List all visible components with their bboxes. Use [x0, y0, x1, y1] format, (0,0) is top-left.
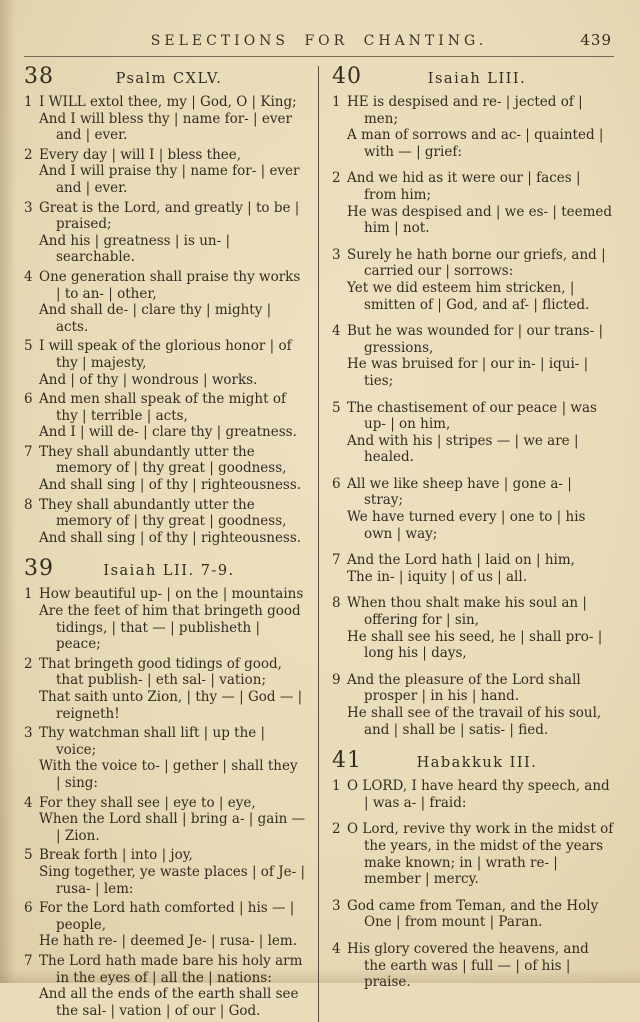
- verse: [24, 391, 306, 441]
- verse-line: Every day | will I | bless thee,: [39, 146, 242, 163]
- verse-line: And all the ends of the earth shall see the sal- | vation | of our | God.: [39, 986, 299, 1019]
- verse: [332, 247, 614, 313]
- verse: [332, 941, 614, 991]
- verse-number: 4: [332, 323, 341, 340]
- section-title: Habakkuk III.: [416, 755, 538, 772]
- verse-line: A man of sorrows and ac- | quainted | with — | grief:: [347, 127, 604, 160]
- verse-line: When thou shalt make his soul an | offering for | sin,: [347, 595, 587, 629]
- right-column: [319, 66, 614, 1022]
- verse-number: 5: [24, 847, 33, 864]
- verse-line: And I | will de- | clare thy | greatness.: [39, 424, 297, 441]
- verse-line: He hath re- | deemed Je- | rusa- | lem.: [39, 933, 297, 950]
- verse: [332, 595, 614, 661]
- section-title: Psalm CXLV.: [115, 71, 223, 87]
- verse-line: And with his | stripes — | we are | healed.: [347, 432, 579, 466]
- hymn-section: [24, 66, 306, 546]
- running-header: [24, 30, 614, 52]
- verse: [24, 200, 306, 266]
- verse-line: HE is despised and re- | jected of | men;: [347, 94, 583, 127]
- verse-line: That bringeth good tidings of good, that publish- | eth sal- | vation;: [39, 655, 282, 689]
- verse-number: 7: [332, 552, 341, 569]
- page-number: 439: [580, 31, 612, 49]
- verse-number: 4: [332, 940, 341, 957]
- verse: [24, 497, 306, 547]
- section-title: Isaiah LII. 7-9.: [103, 563, 235, 580]
- verse-line: The chastisement of our peace | was up- | on him,: [347, 399, 597, 433]
- verse-line: They shall abundantly utter the memory of | thy great | goodness,: [39, 496, 287, 530]
- hymn-section: [24, 558, 306, 1019]
- verse-line: And men shall speak of the might of thy | terrible | acts,: [39, 391, 286, 424]
- section-number: 39: [24, 556, 54, 582]
- verse: [332, 94, 614, 160]
- verse-line: And shall sing | of thy | righteousness.: [39, 477, 302, 494]
- verse-number: 9: [332, 671, 341, 688]
- verse-number: 6: [24, 391, 33, 408]
- verse-number: 1: [24, 586, 33, 603]
- section-heading: [332, 750, 614, 772]
- verse-line: And his | greatness | is un- | searchable.: [39, 232, 231, 266]
- verse-line: O Lord, revive thy work in the midst of the years, in the midst of the years make known; in | wrath re- | member | mercy.: [347, 821, 614, 888]
- verse: [332, 672, 614, 738]
- verse: [24, 338, 306, 388]
- verse-line: Break forth | into | joy,: [39, 847, 193, 864]
- verse: [24, 656, 306, 722]
- section-heading: [24, 558, 306, 580]
- verse-number: 1: [24, 94, 33, 110]
- section-number: 38: [24, 64, 54, 89]
- verse-number: 7: [24, 952, 33, 969]
- verse-line: And we hid as it were our | faces | from him;: [347, 170, 581, 203]
- verse-line: His glory covered the heavens, and the earth was | full — | of his | praise.: [347, 940, 589, 991]
- verse-line: God came from Teman, and the Holy One | from mount | Paran.: [347, 897, 599, 931]
- verse-line: All we like sheep have | gone a- | stray;: [347, 475, 572, 509]
- verse-number: 5: [332, 399, 341, 416]
- verse-number: 3: [332, 246, 341, 263]
- verse-line: One generation shall praise thy works | to an- | other,: [39, 268, 301, 302]
- verse-line: O LORD, I have heard thy speech, and | was a- | fraid:: [347, 778, 610, 811]
- verse: [24, 953, 306, 1019]
- verse-number: 3: [24, 725, 33, 742]
- verse-number: 7: [24, 443, 33, 460]
- verse-line: And | of thy | wondrous | works.: [39, 371, 258, 388]
- page-header-title: SELECTIONS FOR CHANTING.: [150, 33, 488, 49]
- verse: [332, 552, 614, 585]
- verse-line: I WILL extol thee, my | God, O | King;: [39, 94, 297, 110]
- verse-line: He shall see his seed, he | shall pro- | long his | days,: [347, 628, 603, 662]
- section-title: Isaiah LIII.: [427, 71, 527, 87]
- verse-line: And the Lord hath | laid on | him,: [347, 552, 575, 569]
- verse-number: 6: [24, 900, 33, 917]
- verse: [24, 847, 306, 897]
- verse-line: He shall see of the travail of his soul, and | shall be | satis- | fied.: [347, 705, 602, 738]
- verse-line: When the Lord shall | bring a- | gain — | Zion.: [39, 811, 306, 844]
- verse: [332, 170, 614, 236]
- verse-line: The Lord hath made bare his holy arm in the eyes of | all the | nations:: [39, 952, 303, 986]
- hymn-section: [332, 66, 614, 738]
- verse-number: 4: [24, 268, 33, 285]
- verse-number: 3: [332, 897, 341, 914]
- verse-number: 2: [24, 146, 33, 163]
- verse-number: 8: [332, 595, 341, 612]
- verse-number: 2: [332, 170, 341, 187]
- verse: [24, 586, 306, 652]
- verse-number: 8: [24, 496, 33, 513]
- header-rule: [24, 56, 614, 57]
- verse-line: That saith unto Zion, | thy — | God — | reigneth!: [39, 689, 303, 722]
- section-number: 40: [332, 64, 362, 89]
- verse-line: Great is the Lord, and greatly | to be | praised;: [39, 199, 300, 233]
- verse-number: 1: [332, 778, 341, 795]
- verse-line: For they shall see | eye to | eye,: [39, 794, 256, 811]
- verse: [24, 147, 306, 197]
- verse-number: 3: [24, 199, 33, 216]
- section-number: 41: [332, 748, 362, 774]
- verse: [24, 900, 306, 950]
- verse-number: 5: [24, 338, 33, 355]
- verse-number: 2: [332, 821, 341, 838]
- verse-number: 6: [332, 475, 341, 492]
- verse-line: He was bruised for | our in- | iqui- | ties;: [347, 356, 589, 389]
- verse-line: And I will bless thy | name for- | ever and | ever.: [39, 110, 292, 144]
- verse-line: Thy watchman shall lift | up the | voice;: [39, 725, 266, 758]
- verse-line: I will speak of the glorious honor | of thy | majesty,: [39, 338, 292, 371]
- verse: [332, 400, 614, 466]
- verse: [332, 323, 614, 389]
- verse-number: 4: [24, 794, 33, 811]
- verse: [24, 725, 306, 791]
- verse-line: With the voice to- | gether | shall they | sing:: [39, 758, 298, 791]
- verse-line: The in- | iquity | of us | all.: [347, 568, 527, 585]
- verse-line: We have turned every | one to | his own | way;: [347, 509, 586, 542]
- left-column: [24, 66, 319, 1022]
- verse-line: And shall sing | of thy | righteousness.: [39, 529, 302, 546]
- verse-line: And the pleasure of the Lord shall prosper | in his | hand.: [347, 671, 581, 705]
- verse-line: Yet we did esteem him stricken, | smitten of | God, and af- | flicted.: [347, 279, 590, 313]
- verse-line: Sing together, ye waste places | of Je- | rusa- | lem:: [39, 863, 306, 897]
- section-heading: [24, 66, 306, 88]
- verse-line: And shall de- | clare thy | mighty | acts.: [39, 302, 272, 335]
- verse-line: For the Lord hath comforted | his — | people,: [39, 900, 295, 933]
- verse: [24, 444, 306, 494]
- verse-number: 1: [332, 94, 341, 110]
- text-columns: [24, 66, 614, 1022]
- verse-line: Surely he hath borne our griefs, and | carried our | sorrows:: [347, 246, 606, 280]
- verse: [24, 269, 306, 335]
- verse-line: And I will praise thy | name for- | ever and | ever.: [39, 163, 300, 196]
- verse: [332, 476, 614, 542]
- verse: [24, 94, 306, 144]
- verse-line: How beautiful up- | on the | mountains: [39, 586, 304, 603]
- hymn-section: [332, 750, 614, 991]
- verse-line: They shall abundantly utter the memory of | thy great | goodness,: [39, 443, 287, 477]
- verse: [332, 778, 614, 811]
- verse: [332, 898, 614, 931]
- verse-line: Are the feet of him that bringeth good tidings, | that — | publisheth | peace;: [39, 603, 301, 653]
- verse: [332, 821, 614, 887]
- verse: [24, 795, 306, 845]
- verse-line: But he was wounded for | our trans- | gressions,: [347, 323, 603, 356]
- verse-number: 2: [24, 655, 33, 672]
- section-heading: [332, 66, 614, 88]
- verse-line: He was despised and | we es- | teemed him | not.: [347, 203, 613, 237]
